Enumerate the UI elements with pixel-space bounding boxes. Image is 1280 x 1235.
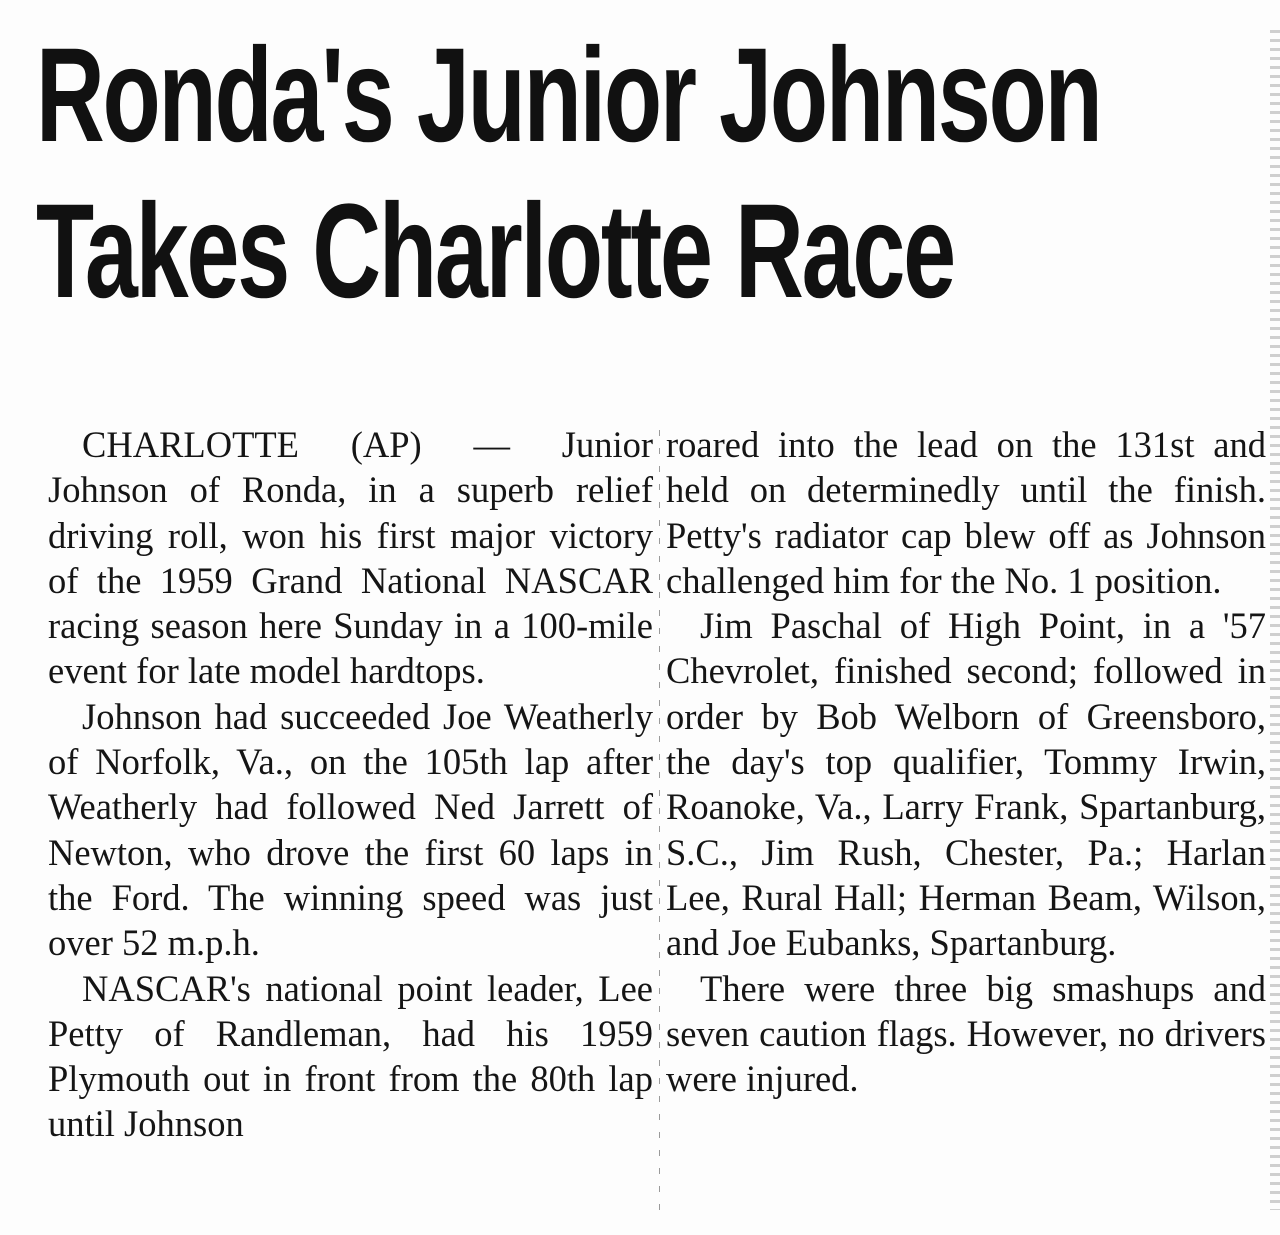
article-paragraph-4: Jim Paschal of High Point, in a '57 Chevrolet, finished second; followed in order by Bob Welborn of Greensboro, the day's top qualifier, Tommy Irwin, Roanoke, Va., Larry Frank, Spartanburg, S.C., Jim Rush, Chester, Pa.; Harlan Lee, Rural Hall; Herman Beam, Wilson, and Joe Eubanks, Spartanburg. — [666, 605, 1266, 964]
article-paragraph-1: CHARLOTTE (AP) — Junior Johnson of Ronda, in a superb relief driving roll, won his first major victory of the 1959 Grand National NASCAR racing season here Sunday in a 100-mile event for late model hardtops. — [48, 424, 653, 692]
headline-line-2: Takes Charlotte Race — [36, 177, 955, 326]
article-column-left — [48, 422, 653, 1147]
scan-edge — [1270, 30, 1280, 1210]
headline-line-1: Ronda's Junior Johnson — [36, 21, 1101, 170]
article-paragraph-3-continued: roared into the lead on the 131st and held on determinedly until the finish. Petty's radiator cap blew off as Johnson challenged him for the No. 1 position. — [666, 424, 1266, 601]
article-paragraph-3: NASCAR's national point leader, Lee Petty of Randleman, had his 1959 Plymouth out in front from the 80th lap until Johnson — [48, 967, 653, 1145]
column-divider — [659, 430, 660, 1220]
headline — [36, 18, 1101, 330]
article-paragraph-2: Johnson had succeeded Joe Weatherly of Norfolk, Va., on the 105th lap after Weatherly had followed Ned Jarrett of Newton, who drove the first 60 laps in the Ford. The winning speed was just over 52 m.p.h. — [48, 695, 653, 964]
article-paragraph-5: There were three big smashups and seven caution flags. However, no drivers were injured. — [666, 967, 1266, 1100]
article-column-right — [666, 422, 1266, 1101]
